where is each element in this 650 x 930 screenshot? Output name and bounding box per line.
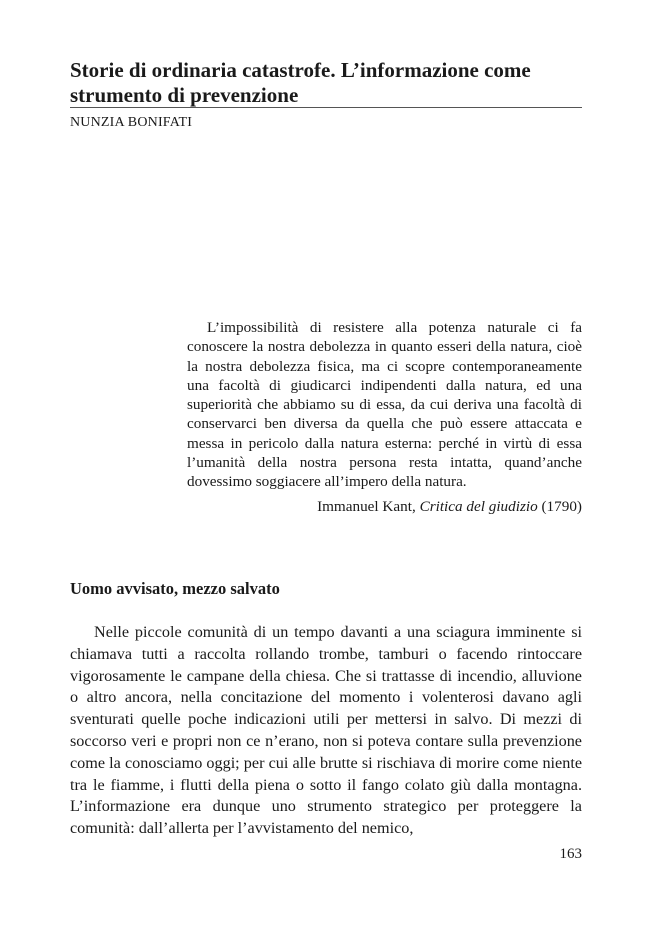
section-heading: Uomo avvisato, mezzo salvato <box>70 579 280 598</box>
page-number: 163 <box>559 846 582 862</box>
article-author: NUNZIA BONIFATI <box>70 115 193 130</box>
title-divider <box>70 107 582 108</box>
attribution-work: Critica del giudizio <box>419 498 538 515</box>
attribution-author: Immanuel Kant, <box>317 498 420 515</box>
attribution-year: (1790) <box>537 498 582 515</box>
epigraph-quote <box>187 318 582 492</box>
epigraph-text: L’impossibilità di resistere alla potenza naturale ci fa conoscere la nostra debolezza in quanto esseri della natura, cioè la nostra debolezza fisica, ma ci scopre contemporaneamente una facoltà di giudicarci indipendenti dalla natura, ed una superiorità che abbiamo su di essa, da cui deriva una facoltà di conservarci ben diversa da quella che può essere attaccata e messa in pericolo dalla natura esterna: perché in virtù di essa l’umanità della nostra persona resta intatta, quand’anche dovessimo soggiacere all’impero della natura. <box>187 319 582 491</box>
article-title: Storie di ordinaria catastrofe. L’informazione come strumento di prevenzione <box>70 58 531 107</box>
epigraph-attribution <box>187 497 582 516</box>
body-text <box>70 622 582 840</box>
body-paragraph: Nelle piccole comunità di un tempo davanti a una sciagura imminente si chiamava tutti a raccolta rollando trombe, tamburi o facendo rintoccare vigorosamente le campane della chiesa. Che si trattasse di incendio, alluvione o altro ancora, nella concitazione del momento i volenterosi davano agli sventurati quelle poche indicazioni utili per mettersi in salvo. Di mezzi di soccorso veri e propri non ce n’erano, non si poteva contare sulla prevenzione come la conosciamo oggi; per cui alle brutte si rischiava di morire come niente tra le fiamme, i flutti della piena o sotto il fango colato giù dalla montagna. L’informazione era dunque uno strumento strategico per proteggere la comunità: dall’allerta per l’avvistamento del nemico, <box>70 623 582 838</box>
